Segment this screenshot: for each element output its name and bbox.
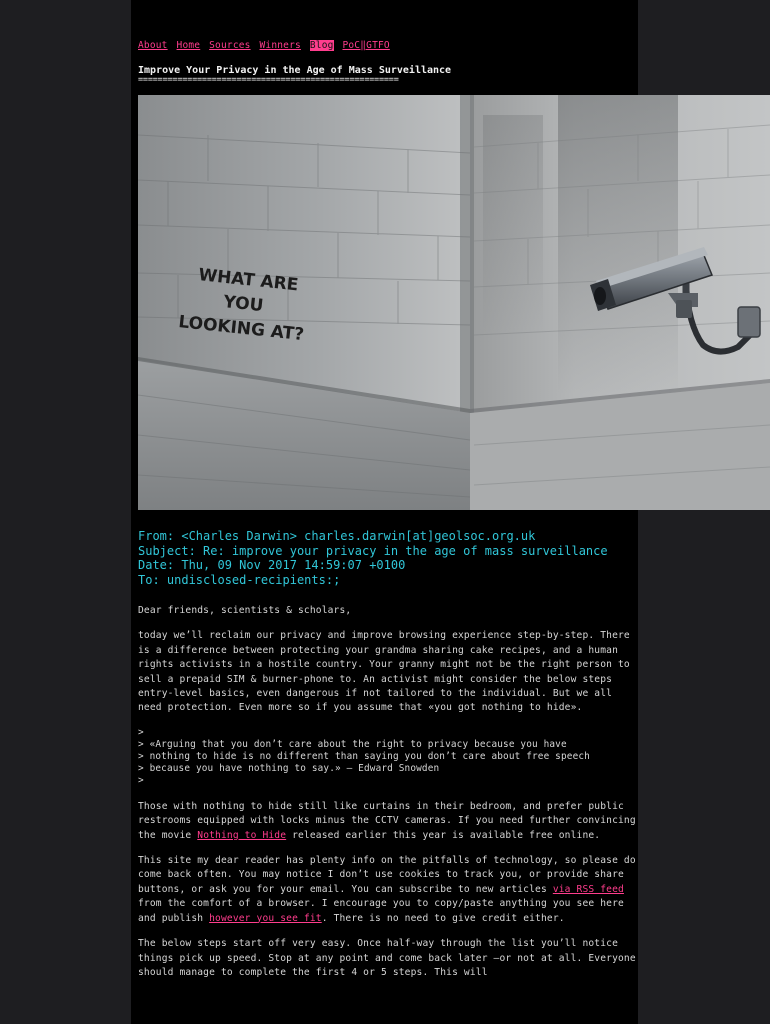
email-from: From: <Charles Darwin> charles.darwin[at]geolsoc.org.uk (138, 529, 536, 543)
email-subject: Subject: Re: improve your privacy in the age of mass surveillance (138, 543, 608, 558)
nav-sources-link[interactable]: Sources (209, 40, 251, 51)
title-underline: ===================================================== (138, 75, 399, 85)
paragraph-steps: The below steps start off very easy. Once half-way through the list you’ll notice things pick up speed. Stop at any point and come back later –or not at all. Everyone should manage to complete the first 4 or 5 steps. This will (138, 938, 636, 978)
nav-blog-link[interactable]: Blog (309, 40, 334, 51)
hero-image (138, 95, 770, 510)
top-nav (138, 40, 393, 51)
hero-illustration (138, 95, 770, 510)
nav-home-link[interactable]: Home (176, 40, 201, 51)
stencil-line-3: LOOKING AT? (177, 312, 305, 346)
nav-pocgtfo-link[interactable]: PoC‖GTFO (342, 40, 390, 51)
page-title: Improve Your Privacy in the Age of Mass Surveillance (138, 65, 452, 76)
paragraph-curtains (138, 800, 638, 843)
greeting: Dear friends, scientists & scholars, (138, 605, 352, 616)
paragraph-site-text-3: . There is no need to give credit either. (321, 912, 565, 924)
snowden-quote: > > «Arguing that you don’t care about the right to privacy because you have > nothing to hide is no different than saying you don’t care about free speech > because you have nothing to say.» – Edward Snowden > (138, 726, 590, 786)
email-to: To: undisclosed-recipients:; (138, 572, 341, 587)
paragraph-curtains-text-2: released earlier this year is available free online. (286, 829, 601, 841)
however-you-see-fit-link[interactable]: however you see fit (209, 912, 322, 924)
article-body (138, 604, 638, 991)
nothing-to-hide-link[interactable]: Nothing to Hide (197, 829, 287, 841)
email-header (138, 529, 608, 587)
stencil-line-1: WHAT ARE (197, 265, 300, 296)
paragraph-site-text-2: from the comfort of a browser. I encourage you to copy/paste anything you see here and publish (138, 898, 624, 924)
paragraph-site-info (138, 854, 638, 926)
stencil-line-2: YOU (222, 292, 265, 317)
paragraph-curtains-text-1: Those with nothing to hide still like curtains in their bedroom, and prefer public restrooms equipped with locks minus the CCTV cameras. If you need further convincing the movie (138, 800, 636, 841)
nav-about-link[interactable]: About (138, 40, 168, 51)
paragraph-site-text-1: This site my dear reader has plenty info on the pitfalls of technology, so please do come back often. You may notice I don’t use cookies to track you, or provide share buttons, or ask you for your email. You can subscribe to new articles (138, 855, 636, 895)
nav-winners-link[interactable]: Winners (259, 40, 301, 51)
paragraph-intro: today we’ll reclaim our privacy and improve browsing experience step-by-step. There is a difference between protecting your grandma sharing cake recipes, and a human rights activists in a hostile country. Your granny might not be the right person to sell a prepaid SIM & burner-phone to. An activist might consider the below steps entry-level basics, even dangerous if not tailored to the individual. But we all need protection. Even more so if you assume that «you got nothing to hide». (138, 630, 630, 714)
email-date: Date: Thu, 09 Nov 2017 14:59:07 +0100 (138, 558, 406, 572)
rss-feed-link[interactable]: via RSS feed (552, 883, 624, 895)
